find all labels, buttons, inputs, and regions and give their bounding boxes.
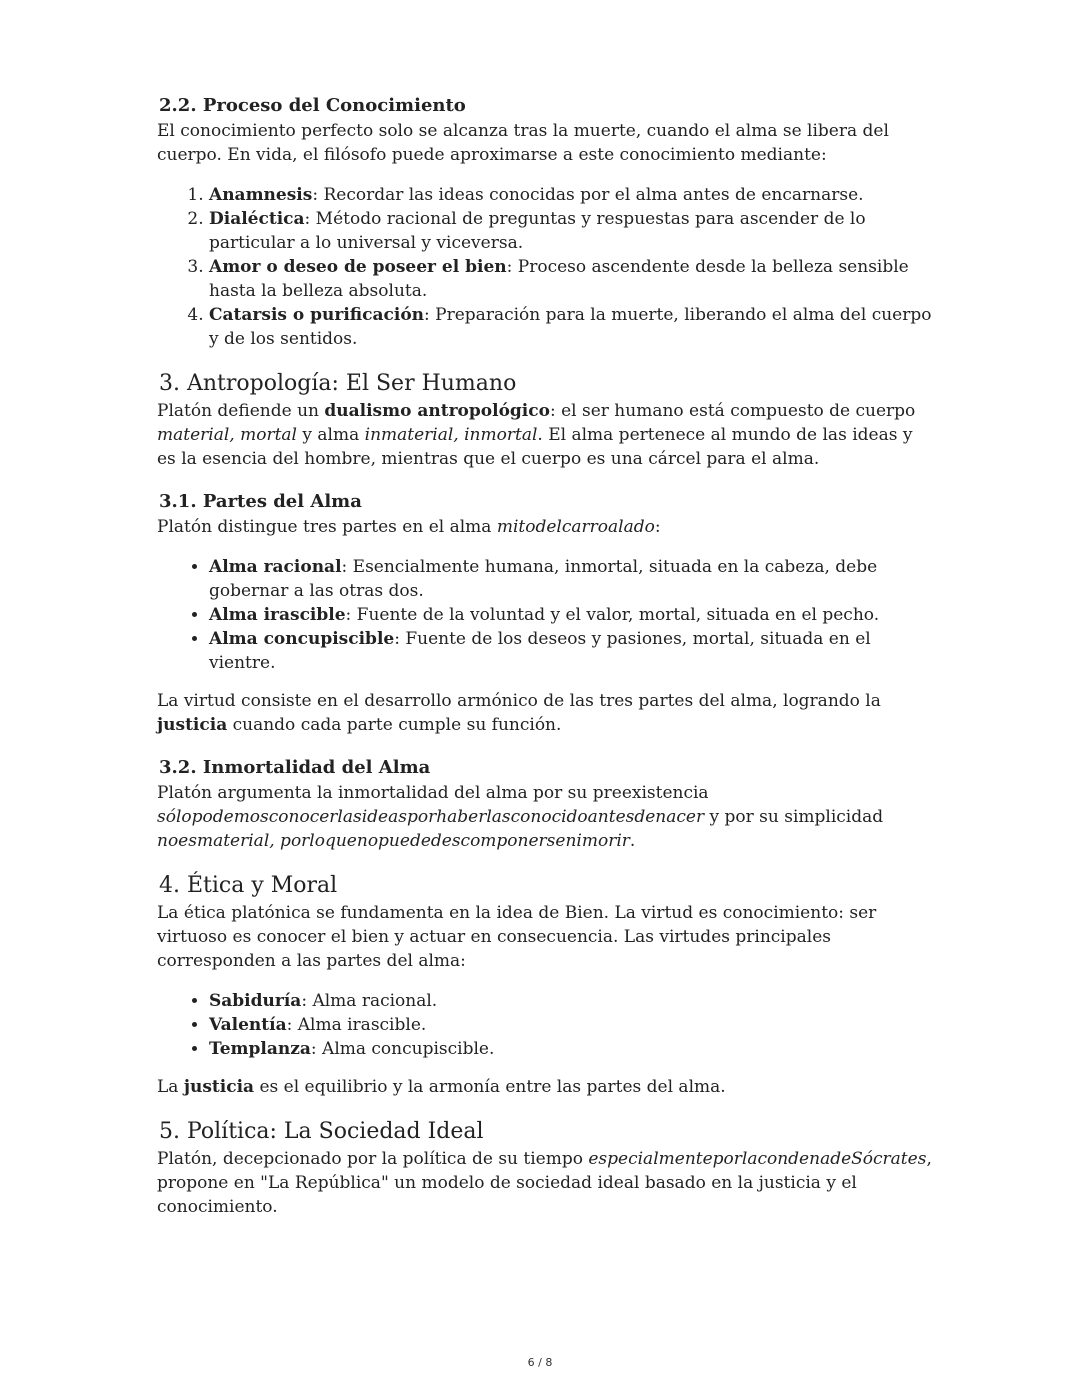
list-item-text: : Proceso ascendente desde la belleza sensible hasta la belleza absoluta. [209, 257, 909, 301]
soul-parts-list [157, 555, 932, 675]
list-item-text: : Alma irascible. [286, 1015, 427, 1035]
math-inline: mitodelcarroalado [496, 517, 655, 537]
list-item-term: Dialéctica [209, 209, 305, 229]
list-item-text: : Esencialmente humana, inmortal, situada en la cabeza, debe gobernar a las otras dos. [209, 557, 878, 601]
math-inline: material, mortal [157, 425, 297, 445]
list-item-term: Alma racional [209, 557, 342, 577]
text-run: Platón argumenta la inmortalidad del alma por su preexistencia [157, 783, 709, 803]
section-heading-3-1: 3.1. Partes del Alma [159, 491, 362, 512]
list-item-term: Valentía [209, 1015, 287, 1035]
paragraph-knowledge-intro: El conocimiento perfecto solo se alcanza tras la muerte, cuando el alma se libera del cuerpo. En vida, el filósofo puede aproximarse a este conocimiento mediante: [157, 121, 889, 165]
text-run: cuando cada parte cumple su función. [227, 715, 562, 735]
paragraph-ethics-intro: La ética platónica se fundamenta en la idea de Bien. La virtud es conocimiento: ser virtuoso es conocer el bien y actuar en consecuencia. Las virtudes principales corresponden a las partes del alma: [157, 903, 877, 971]
text-run: : el ser humano está compuesto de cuerpo [549, 401, 916, 421]
document-page [157, 93, 932, 1219]
list-item-term: Sabiduría [209, 991, 302, 1011]
list-item [209, 989, 932, 1013]
math-inline: noesmaterial, porloquenopuededescomponersenimorir [157, 831, 630, 851]
list-item [209, 555, 932, 603]
list-item-term: Catarsis o purificación [209, 305, 425, 325]
math-inline: sólopodemosconocerlasideasporhaberlasconocidoantesdenacer [157, 807, 705, 827]
paragraph-anthropology [157, 399, 932, 471]
text-run: y por su simplicidad [704, 807, 884, 827]
paragraph-virtue [157, 689, 932, 737]
section-heading-3: 3. Antropología: El Ser Humano [159, 371, 517, 396]
section-heading-5: 5. Política: La Sociedad Ideal [159, 1119, 484, 1144]
bold-term: justicia [183, 1077, 255, 1097]
bold-term: justicia [157, 715, 228, 735]
list-item [209, 1037, 932, 1061]
math-inline: inmaterial, inmortal [364, 425, 538, 445]
list-item [209, 303, 932, 351]
section-heading-2-2: 2.2. Proceso del Conocimiento [159, 95, 466, 116]
section-heading-4: 4. Ética y Moral [159, 873, 338, 898]
text-run: Platón distingue tres partes en el alma [157, 517, 497, 537]
text-run: , propone en "La República" un modelo de sociedad ideal basado en la justicia y el conocimiento. [157, 1149, 932, 1217]
page-number: 6 / 8 [527, 1356, 553, 1369]
list-item [209, 1013, 932, 1037]
list-item-term: Amor o deseo de poseer el bien [209, 257, 507, 277]
list-item-term: Alma irascible [209, 605, 346, 625]
list-item-text: : Fuente de la voluntad y el valor, mortal, situada en el pecho. [345, 605, 880, 625]
paragraph-politics [157, 1147, 932, 1219]
list-item-term: Anamnesis [209, 185, 313, 205]
list-item [209, 183, 932, 207]
text-run: Platón defiende un [157, 401, 325, 421]
text-run: Platón, decepcionado por la política de su tiempo [157, 1149, 589, 1169]
list-item [209, 255, 932, 303]
text-run: . El alma pertenece al mundo de las ideas y es la esencia del hombre, mientras que el cuerpo es una cárcel para el alma. [157, 425, 913, 469]
list-item [209, 207, 932, 255]
list-item-text: : Método racional de preguntas y respuestas para ascender de lo particular a lo universal y viceversa. [209, 209, 866, 253]
math-inline: especialmenteporlacondenadeSócrates [588, 1149, 927, 1169]
paragraph-justice [157, 1075, 932, 1099]
list-item-text: : Preparación para la muerte, liberando el alma del cuerpo y de los sentidos. [209, 305, 932, 349]
paragraph-soul-parts-intro [157, 515, 932, 539]
list-item-term: Alma concupiscible [209, 629, 395, 649]
knowledge-steps-list [157, 183, 932, 351]
text-run: . [629, 831, 636, 851]
list-item [209, 603, 932, 627]
text-run: : [654, 517, 661, 537]
text-run: La virtud consiste en el desarrollo armónico de las tres partes del alma, logrando la [157, 691, 881, 711]
virtues-list [157, 989, 932, 1061]
list-item [209, 627, 932, 675]
list-item-text: : Fuente de los deseos y pasiones, mortal, situada en el vientre. [209, 629, 871, 673]
section-heading-3-2: 3.2. Inmortalidad del Alma [159, 757, 431, 778]
list-item-text: : Recordar las ideas conocidas por el alma antes de encarnarse. [312, 185, 864, 205]
text-run: La [157, 1077, 184, 1097]
list-item-text: : Alma concupiscible. [310, 1039, 495, 1059]
bold-term: dualismo antropológico [324, 401, 550, 421]
text-run: y alma [296, 425, 365, 445]
text-run: es el equilibrio y la armonía entre las partes del alma. [254, 1077, 726, 1097]
paragraph-immortality [157, 781, 932, 853]
list-item-term: Templanza [209, 1039, 311, 1059]
list-item-text: : Alma racional. [301, 991, 438, 1011]
